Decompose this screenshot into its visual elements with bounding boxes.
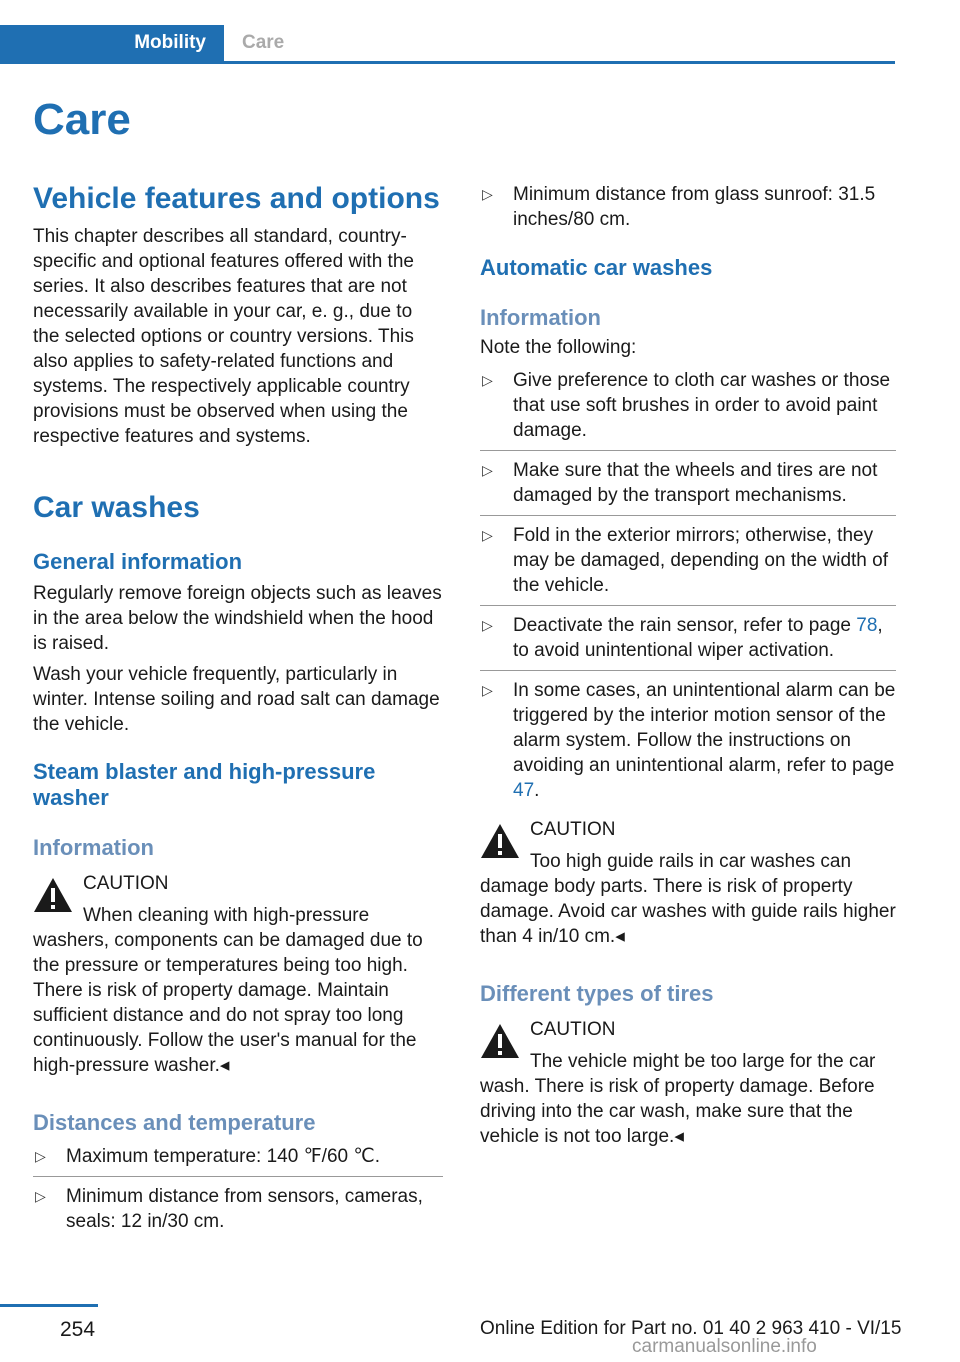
tab-care[interactable]: Care (242, 32, 285, 53)
washes-list (480, 368, 896, 810)
page-link-78[interactable]: 78 (856, 615, 878, 636)
heading-information-right: Information (480, 305, 601, 330)
tab-mobility[interactable]: Mobility (0, 25, 224, 61)
left-column (33, 182, 443, 1248)
header-tabbar (0, 25, 895, 64)
heading-automatic-car-washes: Automatic car washes (480, 255, 713, 280)
heading-vehicle-features: Vehicle features and options (33, 182, 440, 215)
caution-guide-rails (480, 817, 896, 949)
triangle-bullet-icon: ▷ (482, 186, 493, 202)
list-item-text: Fold in the exterior mirrors; otherwise, they may be damaged, depending on the width of the vehicle. (513, 525, 888, 596)
triangle-bullet-icon: ▷ (35, 1188, 46, 1204)
list-item-text: Minimum distance from glass sunroof: 31.5 inches/80 cm. (513, 184, 876, 230)
triangle-bullet-icon: ▷ (482, 682, 493, 698)
heading-general-information: General information (33, 549, 243, 574)
triangle-bullet-icon: ▷ (482, 617, 493, 633)
heading-information-left: Information (33, 835, 154, 860)
alarm-text-after: . (534, 780, 540, 801)
caution-high-pressure (33, 871, 443, 1078)
list-item-text (513, 615, 883, 661)
caution-text: When cleaning with high-pressure washers, components can be damaged due to the pressure or temperatures being too high. There is risk of property damage. Maintain sufficient distance and do not spray too long continuously. Follow the user's manual for the high-pressure washer.◂ (33, 905, 423, 1076)
triangle-bullet-icon: ▷ (482, 462, 493, 478)
triangle-bullet-icon: ▷ (482, 527, 493, 543)
warning-triangle-icon (33, 877, 73, 913)
heading-distances: Distances and temperature (33, 1110, 316, 1135)
footer-edition: Online Edition for Part no. 01 40 2 963 410 - VI/15 (480, 1318, 902, 1339)
warning-triangle-icon (480, 1023, 520, 1059)
list-item-text: Minimum distance from sensors, cameras, seals: 12 in/30 cm. (66, 1186, 423, 1232)
page-link-47[interactable]: 47 (513, 780, 535, 801)
distances-list (33, 1144, 443, 1241)
caution-title: CAUTION (83, 873, 169, 894)
triangle-bullet-icon: ▷ (35, 1148, 46, 1164)
caution-vehicle-size (480, 1017, 896, 1149)
list-item-text: Make sure that the wheels and tires are not damaged by the transport mechanisms. (513, 460, 878, 506)
heading-steam-blaster: Steam blaster and high-pressure washer (33, 759, 376, 810)
heading-different-tires: Different types of tires (480, 981, 714, 1006)
caution-title: CAUTION (530, 1019, 616, 1040)
warning-triangle-icon (480, 823, 520, 859)
list-item-text (513, 680, 895, 801)
list-item (480, 368, 896, 451)
list-item (480, 182, 896, 239)
caution-title: CAUTION (530, 819, 616, 840)
alarm-text-before: In some cases, an unintentional alarm can be triggered by the interior motion sensor of the alarm system. Follow the instructions on avoiding an unintentional alarm, refer to page (513, 680, 896, 776)
footer-rule (0, 1304, 98, 1307)
triangle-bullet-icon: ▷ (482, 372, 493, 388)
paragraph-general-1: Regularly remove foreign objects such as leaves in the area below the windshield when the hood is raised. (33, 583, 442, 654)
list-item-text: Give preference to cloth car washes or those that use soft brushes in order to avoid paint damage. (513, 370, 891, 441)
list-item (480, 458, 896, 516)
page-title: Care (33, 95, 131, 144)
heading-car-washes: Car washes (33, 491, 200, 524)
paragraph-general-2: Wash your vehicle frequently, particularly in winter. Intense soiling and road salt can damage the vehicle. (33, 664, 440, 735)
list-item-text: Maximum temperature: 140 ℉/60 ℃. (66, 1146, 380, 1167)
caution-text: The vehicle might be too large for the car wash. There is risk of property damage. Before driving into the car wash, make sure that the vehicle is not too large.◂ (480, 1051, 876, 1147)
list-item (33, 1184, 443, 1241)
watermark: carmanualsonline.info (632, 1336, 817, 1357)
list-item (480, 523, 896, 606)
page-number: 254 (60, 1318, 96, 1341)
note-following: Note the following: (480, 337, 637, 358)
rain-text-before: Deactivate the rain sensor, refer to page (513, 615, 857, 636)
list-item (480, 678, 896, 810)
list-item (480, 613, 896, 671)
caution-text: Too high guide rails in car washes can damage body parts. There is risk of property damage. Avoid car washes with guide rails higher than 4 in/10 cm.◂ (480, 851, 896, 947)
right-column (480, 182, 896, 1149)
paragraph-features: This chapter describes all standard, country-specific and optional features offered with the series. It also describes features that are not necessarily available in your car, e. g., due to the selected options or country versions. This also applies to safety-related functions and systems. The respectively applicable country provisions must be observed when using the respective features and systems. (33, 226, 414, 447)
list-item (33, 1144, 443, 1177)
rain-text-after: , to avoid unintentional wiper activation. (513, 615, 883, 661)
